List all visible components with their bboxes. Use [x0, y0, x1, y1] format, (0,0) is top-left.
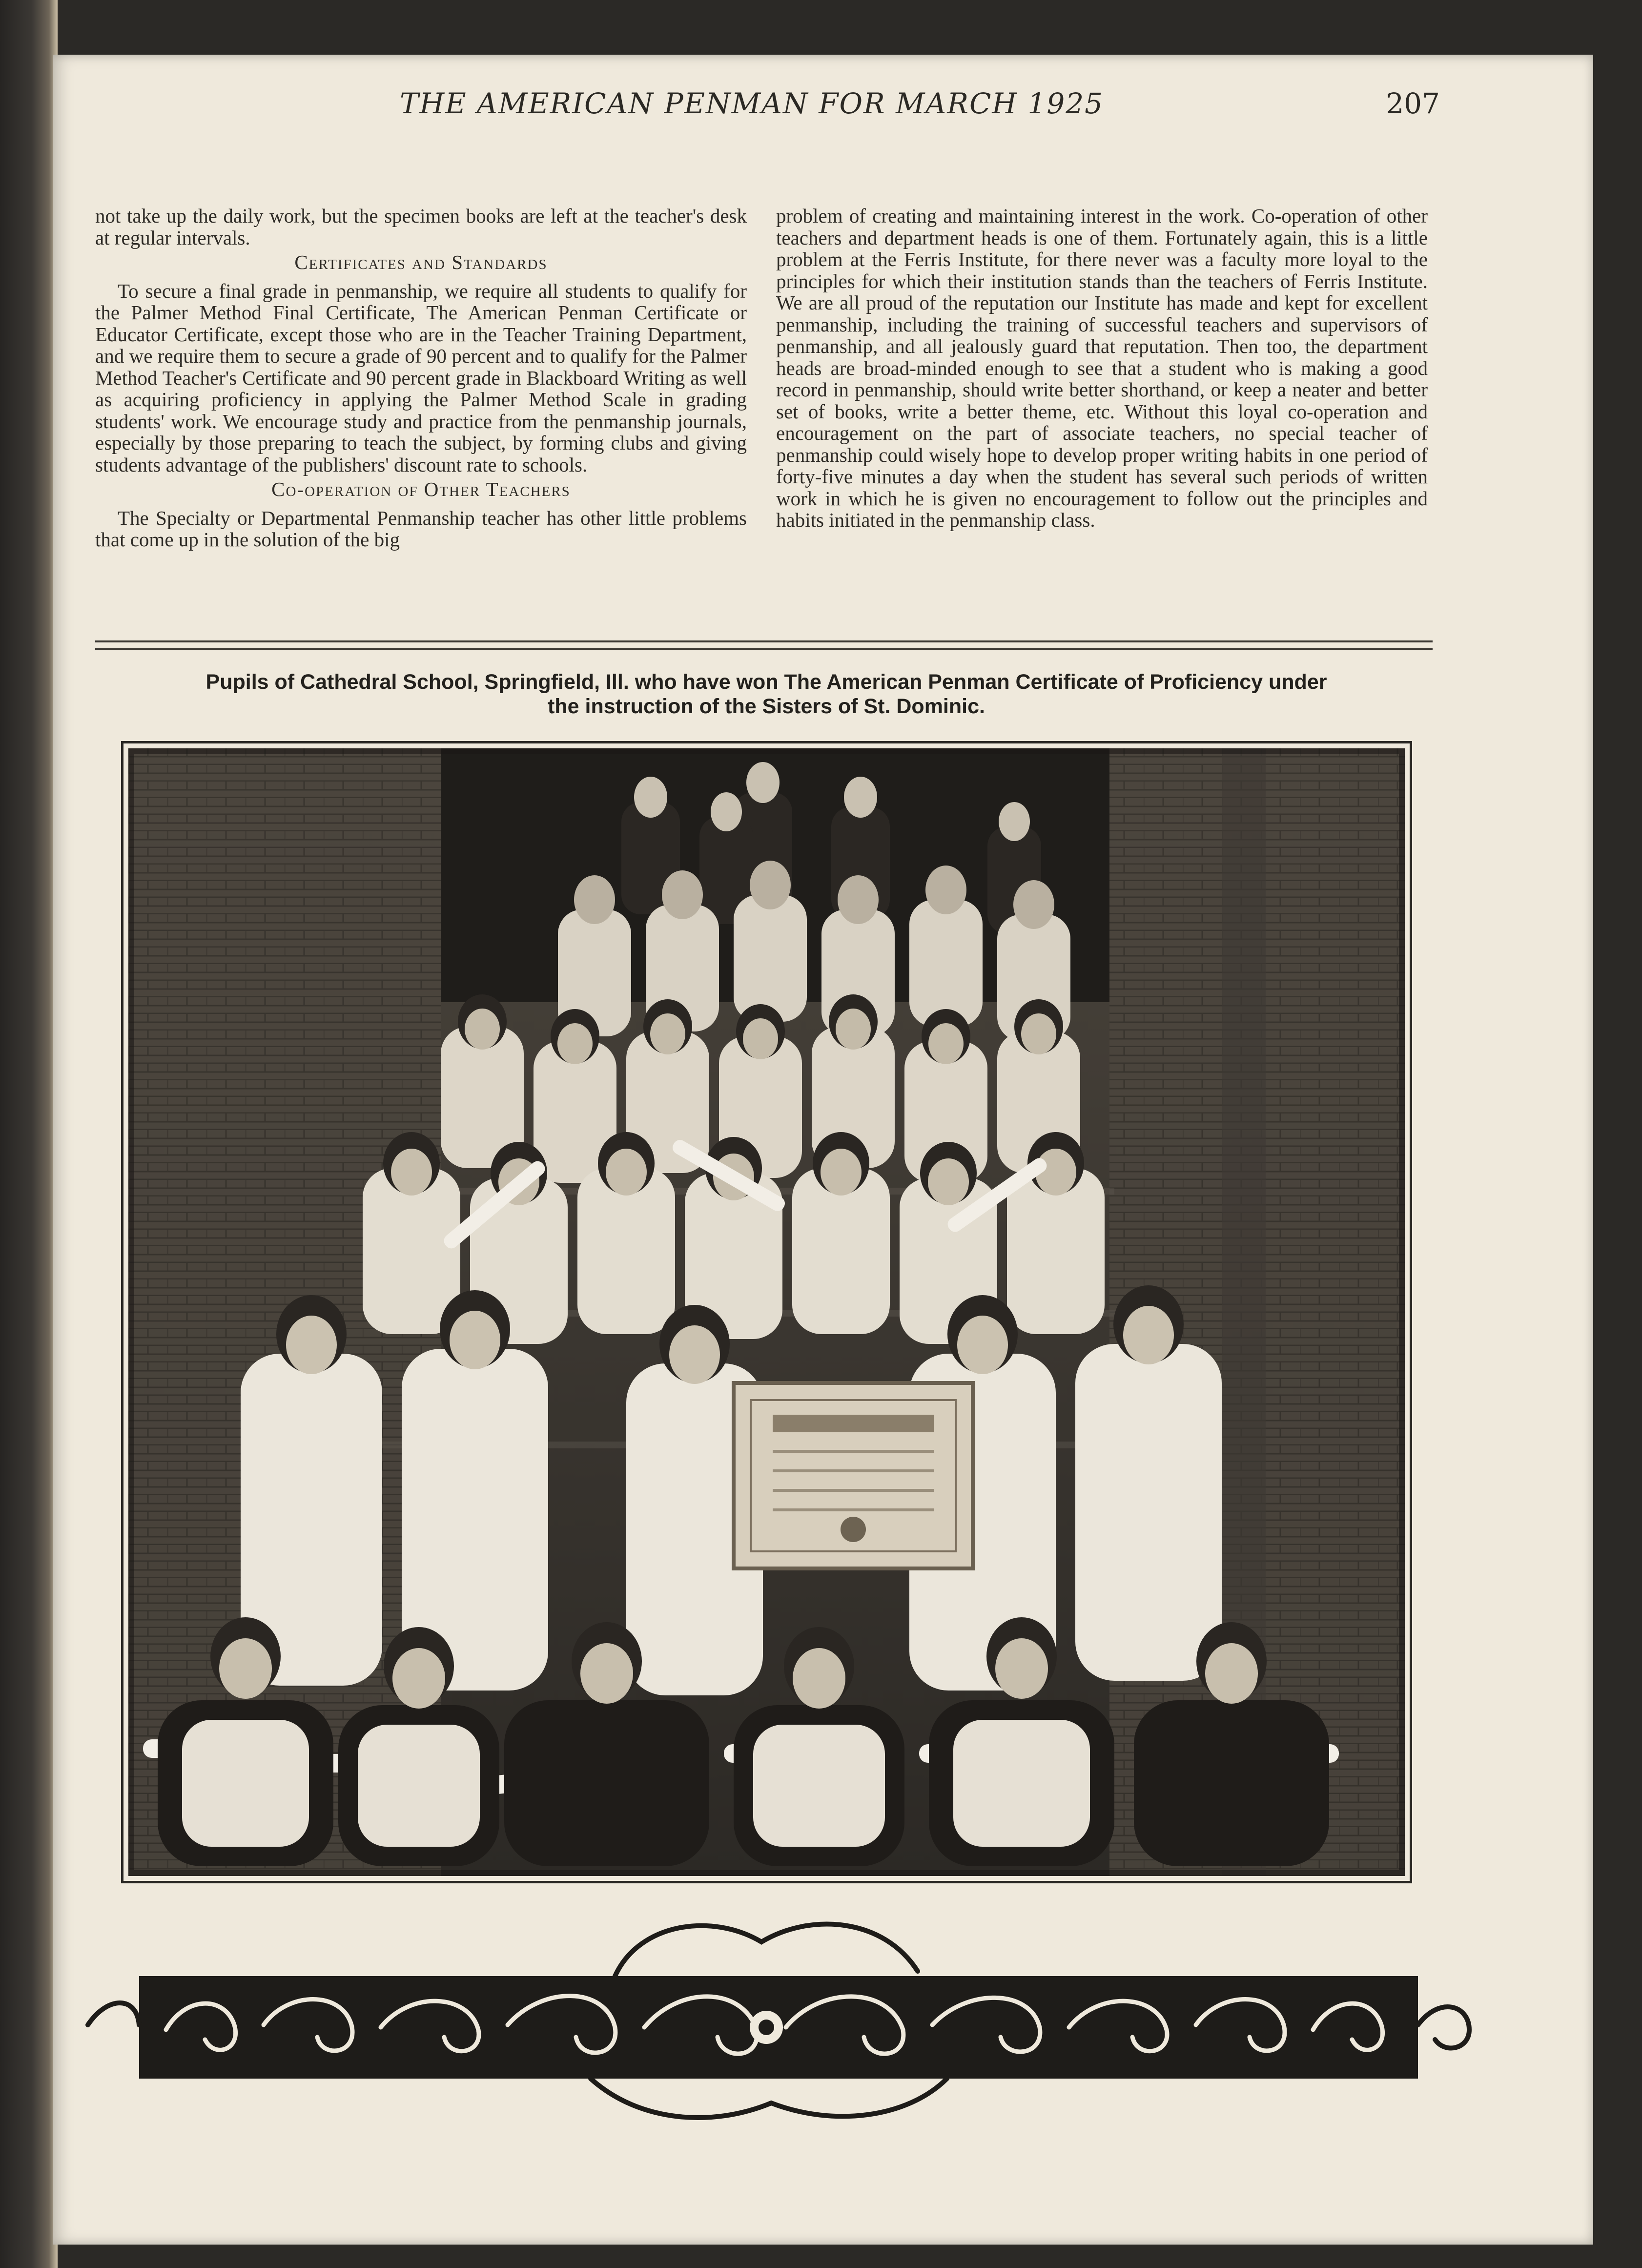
- section-heading-certificates: Certificates and Standards: [294, 251, 548, 273]
- photo-caption: [98, 670, 1435, 719]
- caption-line-2: the instruction of the Sisters of St. Dominic.: [548, 695, 985, 718]
- decorative-flourish-ornament: [78, 1913, 1479, 2132]
- horizontal-rule-thin: [95, 648, 1433, 650]
- horizontal-rule: [95, 640, 1433, 642]
- left-paragraph-2: To secure a final grade in penmanship, we require all students to qualify for the Palmer Method Final Certificate, The American Penman Certificate or Educator Certificate, except those who are in the Teacher Training Department, and we require them to secure a grade of 90 percent and to qualify for the Palmer Method Teacher's Certificate and 90 percent grade in Blackboard Writing as well as acquiring proficiency in applying the Palmer Method Scale in grading students' work. We encourage study and practice from the penmanship journals, especially by those preparing to teach the subject, by forming clubs and giving students advantage of the publishers' discount rate to schools.: [95, 279, 747, 476]
- page-number: 207: [1386, 87, 1440, 120]
- group-photo-illustration: [128, 748, 1405, 1876]
- left-text-column: [95, 205, 747, 551]
- left-paragraph-1: not take up the daily work, but the specimen books are left at the teacher's desk at regular intervals.: [95, 205, 747, 249]
- right-text-column: [776, 205, 1428, 531]
- right-paragraph-1: problem of creating and maintaining interest in the work. Co-operation of other teachers and department heads is one of them. Fortunately again, this is a little problem at the Ferris Institute, for there never was a faculty more loyal to the principles for which their institution stands than the teachers of Ferris Institute. We are all proud of the reputation our Institute has made and kept for excellent penmanship, including the training of successful teachers and supervisors of penmanship, and all jealously guard that reputation. Then too, the department heads are broad-minded enough to see that a student who is making a good record in penmanship, should write better shorthand, or keep a neater and better set of books, write a better theme, etc. Without this loyal co-operation and encouragement on the part of associate teachers, no special teacher of penmanship could wisely hope to develop proper writing habits in one period of forty-five minutes a day when the student has several such periods of written work in which he is given no encouragement to follow out the principles and habits initiated in the penmanship class.: [776, 205, 1428, 531]
- section-heading-cooperation: Co-operation of Other Teachers: [271, 478, 571, 500]
- photo-frame: [121, 741, 1412, 1883]
- caption-line-1: Pupils of Cathedral School, Springfield, Ill. who have won The American Penman Certificate of Proficiency under: [205, 670, 1327, 694]
- certificate-board: [734, 1383, 973, 1568]
- class-group-photograph: [128, 748, 1405, 1876]
- book-spine-shadow: [0, 0, 58, 2268]
- running-title: THE AMERICAN PENMAN FOR MARCH 1925: [399, 87, 1104, 120]
- left-paragraph-3: The Specialty or Departmental Penmanship teacher has other little problems that come up in the solution of the big: [95, 506, 747, 551]
- ornament-illustration: [78, 1913, 1479, 2132]
